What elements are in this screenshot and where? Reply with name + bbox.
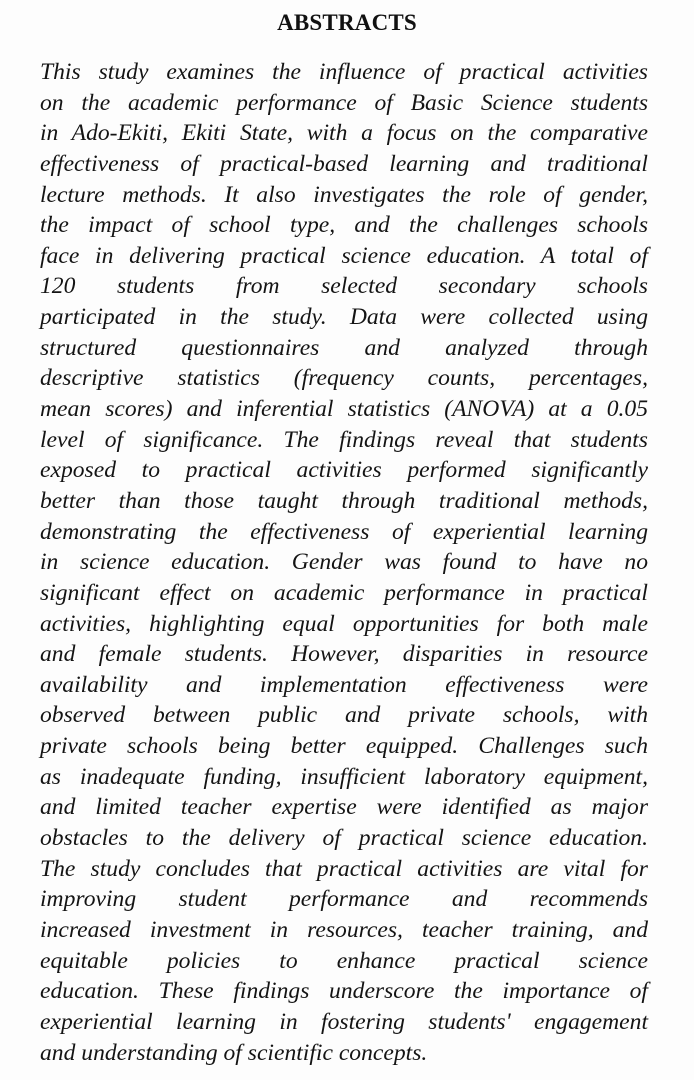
abstract-line: the impact of school type, and the challenges schools [40, 212, 648, 239]
abstract-line: face in delivering practical science education. A total of [40, 242, 648, 269]
abstract-line: effectiveness of practical-based learning and traditional [40, 150, 648, 177]
abstract-line: experiential learning in fostering students' engagement [40, 1008, 648, 1035]
abstract-line: This study examines the influence of practical activities [40, 59, 648, 85]
abstract-line: better than those taught through traditional methods, [40, 487, 648, 514]
abstract-line: in science education. Gender was found to have no [40, 549, 648, 576]
abstract-line: 120 students from selected secondary schools [40, 273, 648, 300]
abstract-line: lecture methods. It also investigates the role of gender, [40, 181, 648, 208]
abstract-line: structured questionnaires and analyzed through [40, 334, 648, 361]
abstract-body [40, 57, 648, 1068]
abstract-line: education. These findings underscore the importance of [40, 978, 648, 1005]
abstract-line: participated in the study. Data were collected using [40, 304, 648, 331]
abstract-line: in Ado-Ekiti, Ekiti State, with a focus on the comparative [40, 120, 648, 147]
abstract-line: activities, highlighting equal opportunities for both male [40, 610, 648, 637]
abstract-line: descriptive statistics (frequency counts, percentages, [40, 365, 648, 392]
abstract-line: demonstrating the effectiveness of experiential learning [40, 518, 648, 545]
abstract-line: and limited teacher expertise were identified as major [40, 794, 648, 821]
abstract-line: mean scores) and inferential statistics (ANOVA) at a 0.05 [40, 396, 648, 423]
abstract-line: private schools being better equipped. Challenges such [40, 733, 648, 760]
abstract-line: exposed to practical activities performed significantly [40, 457, 648, 484]
abstract-line: improving student performance and recommends [40, 886, 648, 913]
abstract-line: obstacles to the delivery of practical science education. [40, 825, 648, 852]
abstract-line: and understanding of scientific concepts. [40, 1039, 428, 1066]
abstract-line: equitable policies to enhance practical science [40, 947, 648, 974]
abstract-line: increased investment in resources, teacher training, and [40, 916, 648, 943]
abstract-line: level of significance. The findings reveal that students [40, 426, 648, 453]
abstract-line: The study concludes that practical activities are vital for [40, 855, 648, 882]
abstract-line: and female students. However, disparities in resource [40, 641, 648, 668]
abstract-line: as inadequate funding, insufficient laboratory equipment, [40, 763, 648, 790]
abstract-heading: ABSTRACTS [277, 10, 417, 35]
abstract-line: availability and implementation effectiveness were [40, 671, 648, 698]
abstract-line: on the academic performance of Basic Science students [40, 89, 648, 116]
abstract-line: observed between public and private schools, with [40, 702, 648, 729]
abstract-line: significant effect on academic performance in practical [40, 579, 648, 606]
